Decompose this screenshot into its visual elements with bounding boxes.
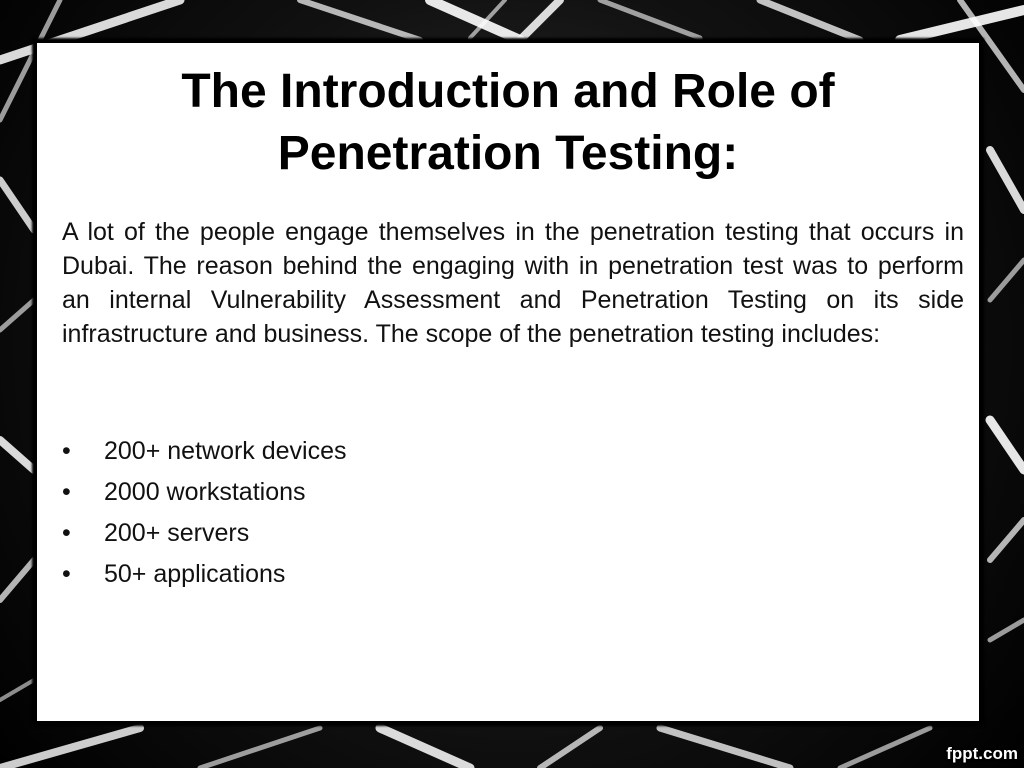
intro-paragraph: A lot of the people engage themselves in the penetration testing that occurs in Dubai. The reason behind the engaging with in penetration test was to perform an internal Vulnerability Assessment and Penetration Testing on its side infrastructure and business. The scope of the penetration testing includes: — [62, 218, 964, 348]
list-item — [62, 472, 347, 513]
bullet-icon: • — [62, 478, 71, 506]
content-panel — [34, 40, 982, 724]
list-item-text: 50+ applications — [104, 560, 286, 588]
bullet-icon: • — [62, 560, 71, 588]
list-item-text: 2000 workstations — [104, 478, 306, 506]
list-item-text: 200+ network devices — [104, 437, 347, 465]
slide-title — [37, 61, 979, 185]
slide-title-line-2: Penetration Testing: — [277, 127, 739, 180]
list-item — [62, 554, 347, 595]
scope-bullet-list — [62, 431, 347, 595]
bullet-icon: • — [62, 437, 71, 465]
list-item — [62, 431, 347, 472]
watermark-text: fppt.com — [946, 744, 1018, 763]
list-item-text: 200+ servers — [104, 519, 250, 547]
bullet-icon: • — [62, 519, 71, 547]
list-item — [62, 513, 347, 554]
slide-title-line-1: The Introduction and Role of — [181, 65, 835, 118]
